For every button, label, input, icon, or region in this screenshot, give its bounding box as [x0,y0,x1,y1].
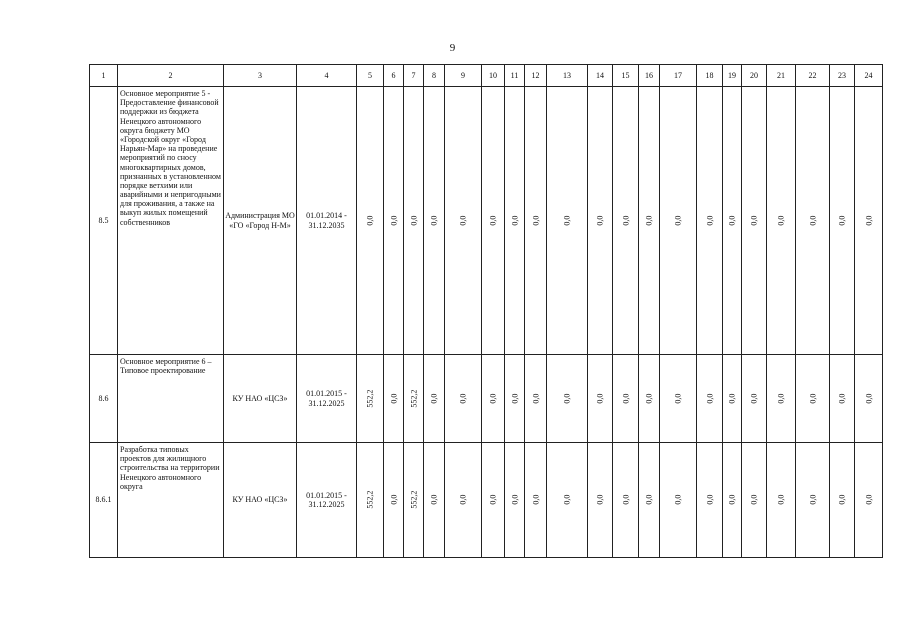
column-header: 4 [297,65,357,87]
value-cell [660,87,697,355]
table-row [90,443,883,558]
column-header: 8 [424,65,445,87]
value-cell [384,87,404,355]
value-cell [404,87,424,355]
value-text: 0,0 [509,393,519,404]
table-row [90,87,883,355]
value-text: 0,0 [837,215,847,226]
column-header: 16 [639,65,660,87]
value-cell [767,355,796,443]
value-text: 0,0 [749,215,759,226]
value-cell [424,443,445,558]
column-header: 23 [830,65,855,87]
value-text: 0,0 [595,393,605,404]
value-cell [404,443,424,558]
value-text: 0,0 [644,215,654,226]
value-cell [445,355,482,443]
column-header: 14 [588,65,613,87]
value-text: 0,0 [863,393,873,404]
value-cell [384,443,404,558]
value-cell [547,355,588,443]
column-header: 2 [118,65,224,87]
value-cell [697,87,723,355]
period: 01.01.2015 - 31.12.2025 [297,443,357,558]
value-text: 0,0 [530,215,540,226]
row-number: 8.6 [90,355,118,443]
column-header: 22 [796,65,830,87]
value-cell [742,443,767,558]
header-row [90,65,883,87]
value-text: 0,0 [488,495,498,505]
value-cell [505,87,525,355]
value-cell [796,87,830,355]
value-text: 0,0 [776,393,786,404]
table-row [90,355,883,443]
value-text: 0,0 [673,393,683,404]
value-cell [830,443,855,558]
value-text: 0,0 [644,393,654,404]
value-text: 0,0 [837,495,847,505]
value-text: 0,0 [530,393,540,404]
value-text: 0,0 [727,215,737,226]
column-header: 17 [660,65,697,87]
value-cell [660,443,697,558]
value-cell [357,87,384,355]
value-cell [525,355,547,443]
value-text: 0,0 [429,495,439,505]
value-text: 0,0 [620,215,630,226]
value-cell [588,355,613,443]
column-header: 20 [742,65,767,87]
value-text: 0,0 [673,495,683,505]
value-cell [697,443,723,558]
column-header: 3 [224,65,297,87]
value-text: 0,0 [509,215,519,226]
value-cell [639,355,660,443]
value-text: 0,0 [408,215,418,226]
value-cell [482,443,505,558]
column-header: 15 [613,65,639,87]
column-header: 24 [855,65,883,87]
column-header: 10 [482,65,505,87]
value-cell [723,443,742,558]
value-text: 0,0 [429,393,439,404]
column-header: 12 [525,65,547,87]
column-header: 5 [357,65,384,87]
value-cell [855,443,883,558]
value-text: 0,0 [749,393,759,404]
value-cell [482,355,505,443]
value-cell [588,443,613,558]
value-text: 0,0 [488,215,498,226]
value-text: 552,2 [408,389,418,408]
value-text: 0,0 [388,393,398,404]
value-text: 0,0 [562,495,572,505]
value-text: 0,0 [704,215,714,226]
activity-description: Разработка типовых проектов для жилищного строительства на территории Ненецкого автономного округа [118,443,224,558]
executor: Администрация МО «ГО «Город Н-М» [224,87,297,355]
value-text: 0,0 [620,393,630,404]
value-text: 0,0 [488,393,498,404]
value-cell [639,87,660,355]
value-cell [767,87,796,355]
value-text: 0,0 [595,215,605,226]
value-cell [767,443,796,558]
activity-description: Основное мероприятие 6 – Типовое проектирование [118,355,224,443]
value-cell [697,355,723,443]
program-table [89,64,883,558]
value-cell [505,355,525,443]
value-cell [855,87,883,355]
executor: КУ НАО «ЦСЗ» [224,355,297,443]
value-cell [547,443,588,558]
value-cell [660,355,697,443]
value-cell [588,87,613,355]
value-cell [613,355,639,443]
value-cell [404,355,424,443]
column-header: 21 [767,65,796,87]
value-text: 0,0 [837,393,847,404]
value-cell [482,87,505,355]
value-text: 0,0 [458,215,468,226]
value-cell [445,443,482,558]
value-cell [796,355,830,443]
value-text: 0,0 [429,215,439,226]
value-text: 0,0 [644,495,654,505]
value-text: 0,0 [704,393,714,404]
value-cell [525,87,547,355]
column-header: 9 [445,65,482,87]
column-header: 7 [404,65,424,87]
activity-description: Основное мероприятие 5 - Предоставление финансовой поддержки из бюджета Ненецкого автономного округа бюджету МО «Городской округ «Город Нарьян-Мар» на проведение мероприятий по сносу многоквартирных домов, признанных в установленном порядке ветхими или аварийными и непригодными для проживания, а также на выкуп жилых помещений собственников [118,87,224,355]
value-text: 0,0 [704,495,714,505]
value-text: 0,0 [673,215,683,226]
row-number: 8.6.1 [90,443,118,558]
value-cell [424,355,445,443]
value-cell [525,443,547,558]
value-cell [639,443,660,558]
value-text: 0,0 [595,495,605,505]
value-text: 0,0 [749,495,759,505]
value-cell [424,87,445,355]
value-cell [505,443,525,558]
value-cell [742,355,767,443]
value-cell [613,443,639,558]
value-text: 0,0 [562,215,572,226]
value-cell [742,87,767,355]
value-text: 0,0 [863,215,873,226]
row-number: 8.5 [90,87,118,355]
column-header: 18 [697,65,723,87]
value-text: 0,0 [807,393,817,404]
value-cell [384,355,404,443]
value-text: 0,0 [727,495,737,505]
value-cell [796,443,830,558]
page-number: 9 [449,42,456,54]
value-cell [357,355,384,443]
value-cell [357,443,384,558]
value-text: 0,0 [863,495,873,505]
value-text: 0,0 [458,393,468,404]
value-text: 0,0 [562,393,572,404]
value-text: 0,0 [509,495,519,505]
value-text: 0,0 [776,495,786,505]
value-cell [723,87,742,355]
value-text: 552,2 [365,491,375,509]
value-cell [855,355,883,443]
value-text: 0,0 [807,495,817,505]
value-cell [613,87,639,355]
value-text: 0,0 [388,495,398,505]
column-header: 13 [547,65,588,87]
column-header: 19 [723,65,742,87]
value-text: 0,0 [620,495,630,505]
column-header: 11 [505,65,525,87]
value-text: 0,0 [365,215,375,226]
executor: КУ НАО «ЦСЗ» [224,443,297,558]
period: 01.01.2015 - 31.12.2025 [297,355,357,443]
period: 01.01.2014 - 31.12.2035 [297,87,357,355]
value-text: 0,0 [458,495,468,505]
value-text: 0,0 [807,215,817,226]
value-text: 0,0 [776,215,786,226]
value-text: 0,0 [727,393,737,404]
value-text: 552,2 [408,491,418,509]
value-text: 0,0 [530,495,540,505]
value-cell [723,355,742,443]
value-text: 552,2 [365,389,375,408]
column-header: 6 [384,65,404,87]
value-cell [445,87,482,355]
value-cell [547,87,588,355]
column-header: 1 [90,65,118,87]
value-text: 0,0 [388,215,398,226]
value-cell [830,355,855,443]
value-cell [830,87,855,355]
